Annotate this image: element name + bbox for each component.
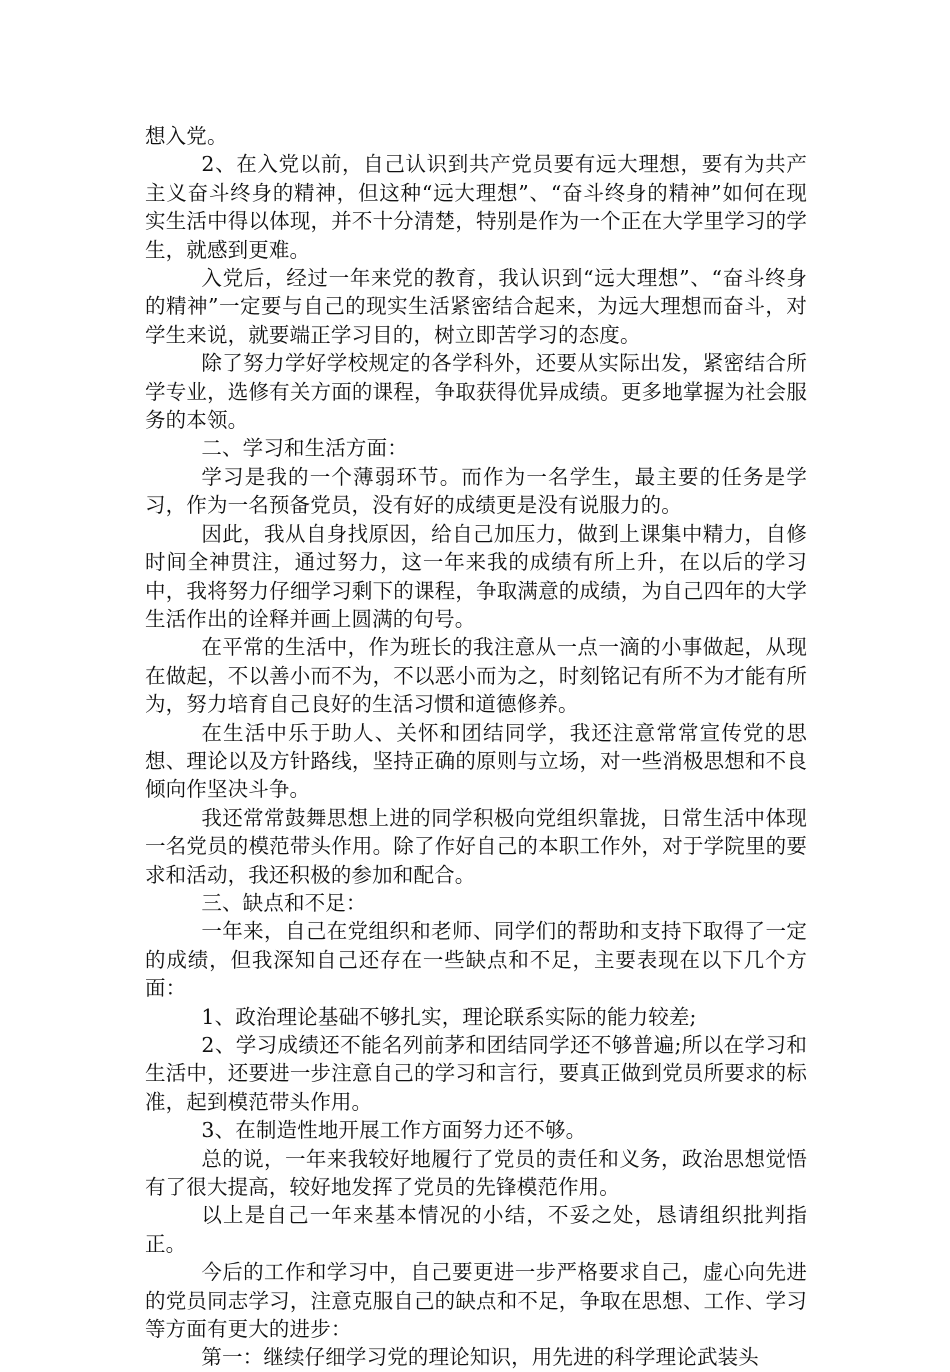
- section-heading-shortcomings: 三、缺点和不足：: [201, 890, 367, 915]
- paragraph-ideal-before-joining: 2、在入党以前，自己认识到共产党员要有远大理想，要有为共产主义奋斗终身的精神，但这种“远大理想”、“奋斗终身的精神”如何在现实生活中得以体现，并不十分清楚，特别是作为一个正在大学里学习的学生，就感到更难。: [145, 152, 807, 262]
- paragraph-conclusion: 以上是自己一年来基本情况的小结，不妥之处，恳请组织批判指正。: [145, 1203, 807, 1256]
- paragraph-helping-others: 在生活中乐于助人、关怀和团结同学，我还注意常常宣传党的思想、理论以及方针路线，坚持正确的原则与立场，对一些消极思想和不良倾向作坚决斗争。: [145, 720, 807, 802]
- paragraph-study-subjects: 除了努力学好学校规定的各学科外，还要从实际出发，紧密结合所学专业，选修有关方面的课程，争取获得优异成绩。更多地掌握为社会服务的本领。: [145, 351, 807, 433]
- paragraph-summary: 总的说，一年来我较好地履行了党员的责任和义务，政治思想觉悟有了很大提高，较好地发挥了党员的先锋模范作用。: [145, 1146, 807, 1200]
- paragraph-self-improvement: 因此，我从自身找原因，给自己加压力，做到上课集中精力，自修时间全神贯注，通过努力，这一年来我的成绩有所上升，在以后的学习中，我将努力仔细学习剩下的课程，争取满意的成绩，为自己四年的大学生活作出的诠释并画上圆满的句号。: [145, 521, 807, 631]
- section-heading-study-life: 二、学习和生活方面：: [201, 436, 408, 461]
- paragraph-future-plans: 今后的工作和学习中，自己要更进一步严格要求自己，虚心向先进的党员同志学习，注意克服自己的缺点和不足，争取在思想、工作、学习等方面有更大的进步：: [145, 1260, 807, 1342]
- paragraph-first-goal: 第一：继续仔细学习党的理论知识，用先进的科学理论武装头: [201, 1345, 759, 1370]
- paragraph-continuation: 想入党。: [145, 124, 228, 148]
- document-body: [145, 122, 807, 1372]
- list-item-shortcoming-2: 2、学习成绩还不能名列前茅和团结同学还不够普遍;所以在学习和生活中，还要进一步注意自己的学习和言行，要真正做到党员所要求的标准，起到模范带头作用。: [145, 1033, 807, 1114]
- paragraph-encouraging-classmates: 我还常常鼓舞思想上进的同学积极向党组织靠拢，日常生活中体现一名党员的模范带头作用。除了作好自己的本职工作外，对于学院里的要求和活动，我还积极的参加和配合。: [145, 805, 807, 887]
- list-item-shortcoming-3: 3、在制造性地开展工作方面努力还不够。: [201, 1118, 587, 1143]
- paragraph-daily-life: 在平常的生活中，作为班长的我注意从一点一滴的小事做起，从现在做起，不以善小而不为，不以恶小而为之，时刻铭记有所不为才能有所为，努力培育自己良好的生活习惯和道德修养。: [145, 635, 807, 717]
- paragraph-after-joining: 入党后，经过一年来党的教育，我认识到“远大理想”、“奋斗终身的精神”一定要与自己的现实生活紧密结合起来，为远大理想而奋斗，对学生来说，就要端正学习目的，树立即苦学习的态度。: [145, 266, 807, 347]
- paragraph-weak-link: 学习是我的一个薄弱环节。而作为一名学生，最主要的任务是学习，作为一名预备党员，没有好的成绩更是没有说服力的。: [145, 464, 807, 518]
- list-item-shortcoming-1: 1、政治理论基础不够扎实，理论联系实际的能力较差;: [201, 1004, 697, 1029]
- paragraph-shortcomings-intro: 一年来，自己在党组织和老师、同学们的帮助和支持下取得了一定的成绩，但我深知自己还存在一些缺点和不足，主要表现在以下几个方面：: [145, 919, 807, 1001]
